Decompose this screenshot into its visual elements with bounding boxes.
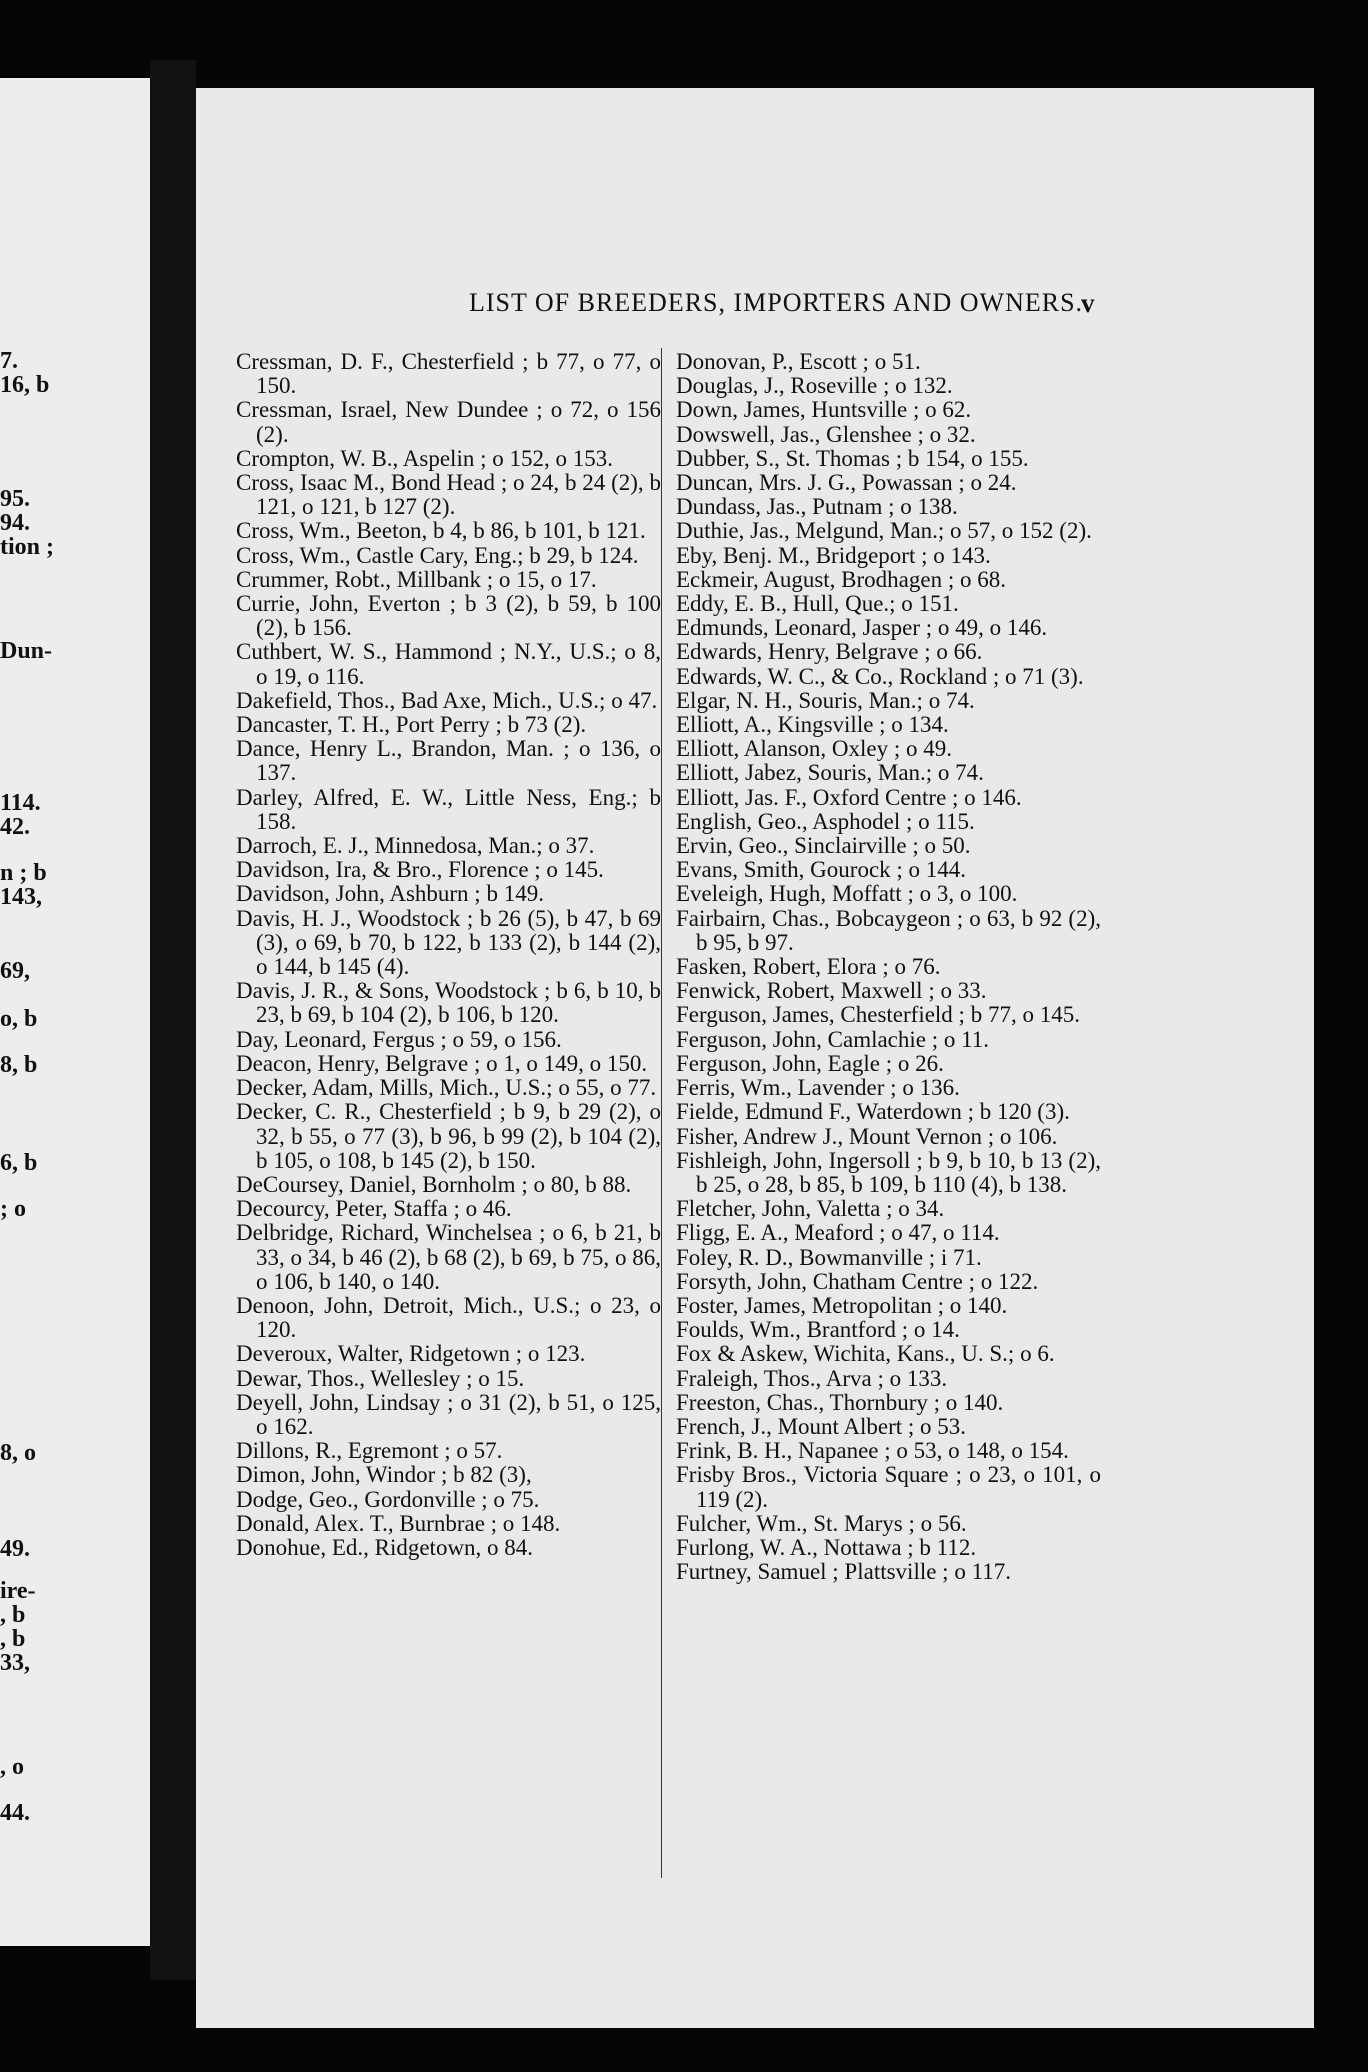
list-item: Crummer, Robt., Millbank ; o 15, o 17.	[236, 566, 597, 592]
facing-page-text: 7.	[0, 348, 18, 374]
list-item: Eby, Benj. M., Bridgeport ; o 143.	[676, 542, 991, 568]
facing-page-text: 114.	[0, 790, 41, 816]
right-column	[676, 350, 1101, 1584]
facing-page-text: o, b	[0, 1006, 38, 1032]
left-column	[236, 350, 661, 1560]
list-item: Fox & Askew, Wichita, Kans., U. S.; o 6.	[676, 1341, 1055, 1367]
list-item: Currie, John, Everton ; b 3 (2), b 59, b 100 (2), b 156.	[236, 591, 661, 641]
facing-page-text: , b	[0, 1602, 26, 1628]
list-item: Edwards, W. C., & Co., Rockland ; o 71 (3).	[676, 663, 1084, 689]
facing-page-text: 143,	[0, 884, 42, 910]
facing-page-text: 8, b	[0, 1052, 38, 1078]
list-item: Delbridge, Richard, Winchelsea ; o 6, b 21, b 33, o 34, b 46 (2), b 68 (2), b 69, b 75, o 86, o 106, b 140, o 140.	[236, 1220, 661, 1294]
list-item: Foulds, Wm., Brantford ; o 14.	[676, 1317, 960, 1343]
list-item: Cressman, D. F., Chesterfield ; b 77, o 77, o 150.	[236, 349, 661, 399]
book-gutter	[150, 60, 196, 1980]
list-item: Dubber, S., St. Thomas ; b 154, o 155.	[676, 445, 1029, 471]
list-item: Dewar, Thos., Wellesley ; o 15.	[236, 1365, 525, 1391]
list-item: Evans, Smith, Gourock ; o 144.	[676, 857, 967, 883]
list-item: Darroch, E. J., Minnedosa, Man.; o 37.	[236, 833, 595, 859]
facing-page-text: tion ;	[0, 534, 54, 560]
facing-page-text: 49.	[0, 1536, 30, 1562]
list-item: Fishleigh, John, Ingersoll ; b 9, b 10, b 13 (2), b 25, o 28, b 85, b 109, b 110 (4), b 138.	[676, 1147, 1101, 1197]
list-item: Edmunds, Leonard, Jasper ; o 49, o 146.	[676, 615, 1048, 641]
list-item: Elgar, N. H., Souris, Man.; o 74.	[676, 687, 975, 713]
list-item: Fielde, Edmund F., Waterdown ; b 120 (3).	[676, 1099, 1070, 1125]
list-item: Dowswell, Jas., Glenshee ; o 32.	[676, 421, 976, 447]
list-item: Fairbairn, Chas., Bobcaygeon ; o 63, b 92 (2), b 95, b 97.	[676, 905, 1101, 955]
list-item: Darley, Alfred, E. W., Little Ness, Eng.; b 158.	[236, 784, 661, 834]
list-item: Davis, H. J., Woodstock ; b 26 (5), b 47, b 69 (3), o 69, b 70, b 122, b 133 (2), b 144 (2), o 144, b 145 (4).	[236, 905, 661, 980]
list-item: Foster, James, Metropolitan ; o 140.	[676, 1292, 1008, 1318]
list-item: Fisher, Andrew J., Mount Vernon ; o 106.	[676, 1123, 1058, 1149]
list-item: Foley, R. D., Bowmanville ; i 71.	[676, 1244, 982, 1270]
facing-page-text: ; o	[0, 1196, 26, 1222]
facing-page-text: , o	[0, 1754, 24, 1780]
list-item: Dakefield, Thos., Bad Axe, Mich., U.S.; o 47.	[236, 687, 658, 713]
list-item: Fasken, Robert, Elora ; o 76.	[676, 954, 941, 980]
list-item: Eddy, E. B., Hull, Que.; o 151.	[676, 591, 959, 617]
list-item: Donohue, Ed., Ridgetown, o 84.	[236, 1534, 534, 1560]
facing-page-text: 44.	[0, 1800, 30, 1826]
list-item: Davidson, Ira, & Bro., Florence ; o 145.	[236, 857, 604, 883]
list-item: Davidson, John, Ashburn ; b 149.	[236, 881, 544, 907]
list-item: Ferguson, John, Eagle ; o 26.	[676, 1050, 944, 1076]
facing-page-text: 94.	[0, 510, 30, 536]
list-item: Elliott, Alanson, Oxley ; o 49.	[676, 736, 952, 762]
list-item: Cross, Isaac M., Bond Head ; o 24, b 24 (2), b 121, o 121, b 127 (2).	[236, 470, 661, 520]
list-item: Elliott, Jabez, Souris, Man.; o 74.	[676, 760, 984, 786]
list-item: Fraleigh, Thos., Arva ; o 133.	[676, 1365, 948, 1391]
facing-page-text: 16, b	[0, 372, 50, 398]
list-item: DeCoursey, Daniel, Bornholm ; o 80, b 88.	[236, 1171, 632, 1197]
list-item: Elliott, Jas. F., Oxford Centre ; o 146.	[676, 784, 1022, 810]
list-item: Eckmeir, August, Brodhagen ; o 68.	[676, 566, 1006, 592]
list-item: Donovan, P., Escott ; o 51.	[676, 349, 921, 374]
list-item: Ervin, Geo., Sinclairville ; o 50.	[676, 833, 971, 859]
list-item: Frink, B. H., Napanee ; o 53, o 148, o 154.	[676, 1438, 1069, 1464]
list-item: Down, James, Huntsville ; o 62.	[676, 397, 972, 423]
list-item: Day, Leonard, Fergus ; o 59, o 156.	[236, 1026, 562, 1052]
list-item: Dundass, Jas., Putnam ; o 138.	[676, 494, 958, 520]
column-divider	[661, 348, 662, 1878]
list-item: Dancaster, T. H., Port Perry ; b 73 (2).	[236, 712, 587, 738]
list-item: Decourcy, Peter, Staffa ; o 46.	[236, 1196, 512, 1222]
list-item: Eveleigh, Hugh, Moffatt ; o 3, o 100.	[676, 881, 1018, 907]
list-item: Dance, Henry L., Brandon, Man. ; o 136, o 137.	[236, 736, 661, 786]
list-item: Crompton, W. B., Aspelin ; o 152, o 153.	[236, 445, 613, 471]
list-item: Dodge, Geo., Gordonville ; o 75.	[236, 1486, 540, 1512]
list-item: Edwards, Henry, Belgrave ; o 66.	[676, 639, 983, 665]
list-item: Cuthbert, W. S., Hammond ; N.Y., U.S.; o 8, o 19, o 116.	[236, 639, 661, 689]
facing-page-text: n ; b	[0, 860, 47, 886]
list-item: Freeston, Chas., Thornbury ; o 140.	[676, 1389, 1004, 1415]
facing-page-text: 69,	[0, 958, 30, 984]
list-item: Fligg, E. A., Meaford ; o 47, o 114.	[676, 1220, 1000, 1246]
list-item: Deveroux, Walter, Ridgetown ; o 123.	[236, 1341, 586, 1367]
list-item: Fenwick, Robert, Maxwell ; o 33.	[676, 978, 987, 1004]
list-item: Cross, Wm., Castle Cary, Eng.; b 29, b 124.	[236, 542, 639, 568]
facing-page-text: Dun-	[0, 638, 53, 664]
facing-page-text: 6, b	[0, 1150, 38, 1176]
list-item: Deacon, Henry, Belgrave ; o 1, o 149, o 150.	[236, 1050, 648, 1076]
facing-page-text: 33,	[0, 1650, 30, 1676]
list-item: Davis, J. R., & Sons, Woodstock ; b 6, b 10, b 23, b 69, b 104 (2), b 106, b 120.	[236, 978, 661, 1028]
list-item: Cressman, Israel, New Dundee ; o 72, o 156 (2).	[236, 397, 661, 447]
list-item: Dimon, John, Windor ; b 82 (3),	[236, 1462, 532, 1488]
list-item: Furlong, W. A., Nottawa ; b 112.	[676, 1534, 977, 1560]
facing-page-fragment	[0, 78, 150, 1946]
page-header: LIST OF BREEDERS, IMPORTERS AND OWNERS.	[468, 288, 1084, 317]
list-item: Ferguson, James, Chesterfield ; b 77, o 145.	[676, 1002, 1080, 1028]
list-item: Donald, Alex. T., Burnbrae ; o 148.	[236, 1510, 561, 1536]
list-item: Fulcher, Wm., St. Marys ; o 56.	[676, 1510, 967, 1536]
list-item: Forsyth, John, Chatham Centre ; o 122.	[676, 1268, 1039, 1294]
list-item: Decker, C. R., Chesterfield ; b 9, b 29 (2), o 32, b 55, o 77 (3), b 96, b 99 (2), b 104 (2), b 105, o 108, b 145 (2), b 150.	[236, 1099, 661, 1173]
list-item: Frisby Bros., Victoria Square ; o 23, o 101, o 119 (2).	[676, 1462, 1101, 1512]
list-item: Duncan, Mrs. J. G., Powassan ; o 24.	[676, 470, 1017, 496]
facing-page-text: 95.	[0, 486, 30, 512]
list-item: Ferris, Wm., Lavender ; o 136.	[676, 1075, 960, 1101]
list-item: Elliott, A., Kingsville ; o 134.	[676, 712, 949, 738]
list-item: Dillons, R., Egremont ; o 57.	[236, 1438, 503, 1464]
list-item: Douglas, J., Roseville ; o 132.	[676, 373, 953, 399]
page-number: v	[1081, 288, 1095, 318]
facing-page-text: ire-	[0, 1578, 36, 1604]
facing-page-text: 42.	[0, 814, 30, 840]
list-item: Furtney, Samuel ; Plattsville ; o 117.	[676, 1559, 1011, 1585]
list-item: Decker, Adam, Mills, Mich., U.S.; o 55, o 77.	[236, 1075, 657, 1101]
list-item: English, Geo., Asphodel ; o 115.	[676, 808, 975, 834]
main-page	[196, 88, 1314, 2028]
list-item: Duthie, Jas., Melgund, Man.; o 57, o 152 (2).	[676, 518, 1092, 544]
facing-page-text: 8, o	[0, 1440, 36, 1466]
list-item: Fletcher, John, Valetta ; o 34.	[676, 1196, 945, 1222]
list-item: French, J., Mount Albert ; o 53.	[676, 1413, 967, 1439]
list-item: Denoon, John, Detroit, Mich., U.S.; o 23, o 120.	[236, 1292, 661, 1343]
list-item: Cross, Wm., Beeton, b 4, b 86, b 101, b 121.	[236, 518, 646, 544]
list-item: Ferguson, John, Camlachie ; o 11.	[676, 1026, 990, 1052]
list-item: Deyell, John, Lindsay ; o 31 (2), b 51, o 125, o 162.	[236, 1389, 661, 1439]
facing-page-text: , b	[0, 1626, 26, 1652]
